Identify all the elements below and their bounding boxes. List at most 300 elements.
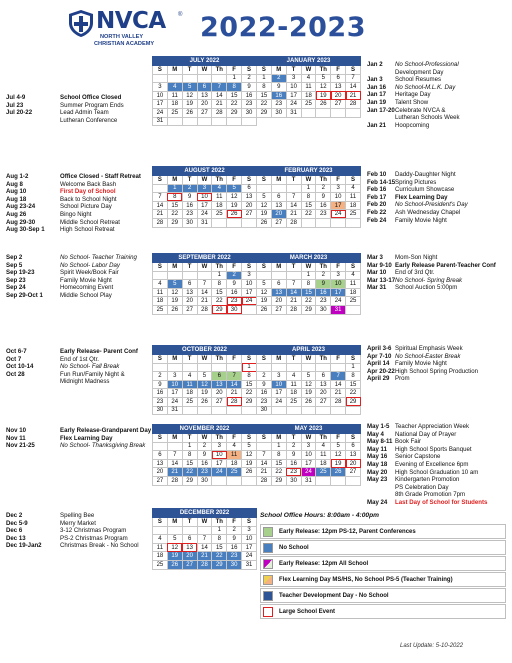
calendar-day: 30 [227, 305, 242, 314]
event-row [367, 99, 460, 107]
calendar-empty-cell [153, 184, 168, 193]
calendar-day: 30 [316, 305, 331, 314]
event-date: Dec 2 [6, 512, 23, 519]
calendar-day: 27 [242, 210, 257, 219]
calendar-day: 3 [212, 442, 227, 451]
calendar-day: 15 [301, 201, 316, 210]
calendar-day: 24 [331, 210, 346, 219]
calendar-day: 8 [301, 193, 316, 202]
calendar-day: 14 [167, 459, 182, 468]
weekday-label: S [242, 66, 257, 75]
month-header: AUGUST 2022 [153, 167, 257, 176]
calendar-day: 6 [316, 372, 331, 381]
calendar-day: 19 [331, 459, 346, 468]
calendar-day: 28 [286, 218, 301, 227]
calendar-day: 21 [331, 389, 346, 398]
calendar-day: 18 [167, 100, 182, 109]
weekday-label: S [242, 263, 257, 272]
calendar-day: 25 [346, 210, 361, 219]
calendar-day: 28 [212, 108, 227, 117]
calendar-day: 27 [271, 305, 286, 314]
calendar-day: 13 [331, 83, 346, 92]
event-text: Homecoming Event [60, 284, 114, 292]
calendar-day: 3 [242, 271, 257, 280]
event-row [367, 209, 468, 217]
calendar-empty-cell [316, 406, 331, 415]
calendar-day: 23 [286, 468, 301, 477]
event-text: End of 1st Qtr. [60, 355, 99, 363]
event-text: Merry Market [60, 519, 96, 527]
event-date: Feb 14-15 [367, 178, 396, 186]
weekday-label: T [286, 355, 301, 364]
calendar-day: 23 [153, 397, 168, 406]
calendar-empty-cell [182, 363, 197, 372]
calendar-empty-cell [212, 117, 227, 126]
school-logo [66, 6, 194, 52]
calendar-day: 13 [182, 543, 197, 552]
calendar-day: 23 [227, 297, 242, 306]
calendar-day: 24 [242, 552, 257, 561]
calendar-day: 3 [331, 184, 346, 193]
event-date: Oct 7 [6, 355, 22, 363]
calendar-day: 30 [286, 476, 301, 485]
calendar-empty-cell [331, 476, 346, 485]
calendar-day: 2 [316, 184, 331, 193]
calendar-empty-cell [153, 271, 168, 280]
page-title: 2022-2023 [200, 12, 366, 43]
event-text: Teacher Appreciation Week [395, 423, 470, 430]
calendar-day: 9 [286, 451, 301, 460]
calendar-empty-cell [286, 184, 301, 193]
weekday-label: Th [212, 434, 227, 443]
calendar-day: 3 [167, 372, 182, 381]
calendar-day: 15 [227, 91, 242, 100]
weekday-label: S [257, 176, 272, 185]
event-date: Sep 2 [6, 254, 23, 261]
calendar-day: 4 [153, 535, 168, 544]
weekday-label: S [346, 66, 361, 75]
event-row [367, 61, 460, 69]
weekday-label: F [227, 355, 242, 364]
weekday-label: F [331, 434, 346, 443]
calendar-day: 17 [242, 543, 257, 552]
event-row [367, 476, 487, 484]
calendar-day: 13 [182, 288, 197, 297]
calendar-day: 14 [227, 380, 242, 389]
event-date [367, 491, 395, 499]
weekday-label: T [286, 176, 301, 185]
calendar-day: 1 [182, 442, 197, 451]
calendar-day: 19 [197, 389, 212, 398]
calendar-day: 16 [153, 389, 168, 398]
calendar-empty-cell [316, 108, 331, 117]
event-text: National Day of Prayer [395, 430, 457, 438]
calendar-day: 1 [257, 74, 272, 83]
event-text: Talent Show [395, 98, 429, 106]
calendar-day: 25 [182, 397, 197, 406]
weekday-label: Th [316, 434, 331, 443]
calendar-empty-cell [167, 74, 182, 83]
calendar-day: 14 [286, 201, 301, 210]
calendar-day: 24 [212, 468, 227, 477]
calendar-day: 9 [257, 380, 272, 389]
event-text: Welcome Back Bash [60, 180, 117, 188]
weekday-label: T [182, 434, 197, 443]
calendar-day: 26 [167, 305, 182, 314]
event-row [367, 375, 478, 383]
calendar-day: 16 [286, 459, 301, 468]
calendar-day: 28 [286, 305, 301, 314]
event-date: May 16 [367, 453, 388, 461]
event-date: Jan 21 [367, 121, 386, 129]
calendar-day: 4 [182, 372, 197, 381]
event-text: Development Day [395, 68, 444, 76]
event-date: Sep 24 [6, 284, 26, 292]
event-date: Dec 6 [6, 527, 23, 535]
event-date: Mar 9-10 [367, 261, 392, 269]
calendar-day: 20 [182, 552, 197, 561]
weekday-label: T [182, 176, 197, 185]
calendar-day: 30 [257, 406, 272, 415]
event-row [367, 171, 468, 179]
event-text: No School-President's Day [395, 201, 468, 209]
calendar-empty-cell [316, 218, 331, 227]
calendar-day: 4 [227, 442, 242, 451]
calendar-day: 13 [153, 459, 168, 468]
calendar-day: 18 [182, 389, 197, 398]
event-text: Spring Pictures [395, 178, 437, 186]
calendar-empty-cell [331, 406, 346, 415]
calendar-day: 2 [286, 442, 301, 451]
calendar-day: 22 [227, 100, 242, 109]
calendar-september-2022 [152, 253, 257, 315]
calendar-day: 11 [346, 280, 361, 289]
event-date: Aug 18 [6, 195, 27, 203]
calendar-day: 19 [242, 459, 257, 468]
calendar-day: 11 [286, 380, 301, 389]
weekday-label: W [197, 66, 212, 75]
legend-label: No School [279, 544, 309, 551]
event-date: May 4 [367, 430, 384, 438]
event-row [367, 469, 487, 477]
calendar-day: 22 [167, 210, 182, 219]
calendar-day: 21 [257, 468, 272, 477]
event-row [6, 535, 139, 543]
calendar-day: 18 [212, 201, 227, 210]
weekday-label: S [257, 355, 272, 364]
event-text: PS-2 Christmas Program [60, 534, 128, 542]
calendar-day: 11 [227, 451, 242, 460]
calendar-day: 17 [212, 459, 227, 468]
calendar-empty-cell [271, 184, 286, 193]
calendar-day: 21 [286, 297, 301, 306]
calendar-day: 2 [227, 271, 242, 280]
calendar-day: 6 [271, 193, 286, 202]
calendar-empty-cell [346, 305, 361, 314]
calendar-empty-cell [316, 363, 331, 372]
weekday-label: S [242, 176, 257, 185]
weekday-label: S [242, 434, 257, 443]
calendar-day: 16 [182, 201, 197, 210]
event-row [367, 217, 468, 225]
calendar-day: 7 [153, 193, 168, 202]
calendar-empty-cell [167, 363, 182, 372]
legend-swatch [263, 559, 273, 569]
calendar-november-2022 [152, 424, 257, 486]
event-text: School Picture Day [60, 203, 112, 211]
weekday-label: Th [316, 263, 331, 272]
calendar-day: 17 [242, 288, 257, 297]
event-row [6, 512, 139, 520]
calendar-day: 28 [331, 397, 346, 406]
event-row [6, 356, 138, 364]
right-event-block [367, 61, 460, 129]
calendar-day: 27 [153, 476, 168, 485]
event-text: First Day of School [60, 188, 116, 196]
calendar-day: 15 [242, 380, 257, 389]
event-text: Family Movie Night [395, 216, 447, 224]
event-row [367, 423, 487, 431]
calendar-day: 12 [167, 288, 182, 297]
event-date: Feb 16 [367, 186, 387, 194]
month-header: DECEMBER 2022 [153, 509, 257, 518]
event-date: Jan 17-20 [367, 106, 395, 114]
calendar-empty-cell [197, 363, 212, 372]
legend-label: Teacher Development Day - No School [279, 592, 389, 599]
calendar-empty-cell [346, 108, 361, 117]
calendar-day: 14 [212, 91, 227, 100]
calendar-day: 9 [316, 193, 331, 202]
calendar-day: 17 [271, 389, 286, 398]
calendar-day: 22 [242, 389, 257, 398]
calendar-day: 23 [316, 297, 331, 306]
calendar-day: 27 [271, 218, 286, 227]
event-row [6, 527, 139, 535]
weekday-label: Th [316, 66, 331, 75]
calendar-day: 28 [257, 476, 272, 485]
event-row [367, 201, 468, 209]
event-date: Jul 20-22 [6, 109, 33, 117]
calendar-day: 9 [227, 535, 242, 544]
calendar-day: 17 [331, 288, 346, 297]
calendar-empty-cell [182, 406, 197, 415]
event-text: School Resumes [395, 76, 442, 84]
event-row [367, 453, 487, 461]
calendar-day: 9 [271, 83, 286, 92]
event-row [367, 484, 487, 492]
event-row [6, 427, 151, 435]
event-text: Kindergarten Promotion [395, 476, 460, 484]
calendar-day: 23 [227, 552, 242, 561]
legend-item [260, 524, 506, 539]
calendar-day: 17 [286, 91, 301, 100]
calendar-day: 19 [257, 210, 272, 219]
calendar-day: 24 [167, 397, 182, 406]
event-text: Book Fair [395, 438, 422, 446]
calendar-day: 7 [197, 280, 212, 289]
event-date: May 24 [367, 498, 388, 506]
calendar-empty-cell [316, 476, 331, 485]
calendar-day: 25 [167, 108, 182, 117]
calendar-empty-cell [212, 218, 227, 227]
calendar-day: 20 [212, 389, 227, 398]
calendar-day: 22 [212, 552, 227, 561]
calendar-empty-cell [153, 363, 168, 372]
event-text: Mom-Son Night [395, 254, 438, 261]
event-row [367, 284, 496, 292]
calendar-day: 16 [197, 459, 212, 468]
calendar-day: 29 [227, 108, 242, 117]
event-date: Jan 3 [367, 76, 383, 84]
calendar-day: 14 [286, 288, 301, 297]
event-row [367, 345, 478, 353]
calendar-day: 8 [227, 83, 242, 92]
weekday-label: F [227, 66, 242, 75]
event-date: Sep 5 [6, 261, 23, 269]
calendar-day: 12 [331, 451, 346, 460]
event-date: Apr 7-10 [367, 352, 392, 360]
calendar-day: 9 [242, 83, 257, 92]
weekday-label: S [346, 355, 361, 364]
weekday-label: S [257, 263, 272, 272]
calendar-day: 12 [167, 543, 182, 552]
event-date: Nov 11 [6, 434, 26, 442]
event-text: Middle School Play [60, 291, 112, 299]
calendar-day: 1 [167, 184, 182, 193]
calendar-day: 26 [227, 210, 242, 219]
event-row [6, 196, 141, 204]
event-date: Jan 16 [367, 83, 386, 91]
calendar-day: 8 [167, 193, 182, 202]
event-date: Feb 20 [367, 201, 387, 209]
calendar-day: 28 [197, 305, 212, 314]
event-row [6, 292, 137, 300]
logo-subtitle-line1: NORTH VALLEY [100, 34, 144, 40]
calendar-day: 26 [331, 468, 346, 477]
event-row [367, 438, 487, 446]
calendar-day: 29 [167, 218, 182, 227]
calendar-empty-cell [227, 476, 242, 485]
event-text: No School- Labor Day [60, 261, 120, 269]
weekday-label: F [227, 434, 242, 443]
calendar-empty-cell [242, 305, 257, 314]
calendar-day: 24 [153, 108, 168, 117]
calendar-day: 15 [182, 459, 197, 468]
weekday-label: M [167, 434, 182, 443]
calendar-empty-cell [153, 74, 168, 83]
calendar-day: 5 [227, 184, 242, 193]
calendar-day: 31 [286, 108, 301, 117]
calendar-day: 3 [331, 271, 346, 280]
month-header: NOVEMBER 2022 [153, 425, 257, 434]
event-row [367, 461, 487, 469]
calendar-day: 12 [182, 91, 197, 100]
event-row [367, 446, 487, 454]
logo-wordmark: NVCA [96, 8, 166, 34]
event-text: Flex Learning Day [60, 434, 113, 442]
calendar-day: 22 [346, 389, 361, 398]
calendar-empty-cell [271, 271, 286, 280]
calendar-day: 16 [271, 91, 286, 100]
calendar-day: 21 [286, 210, 301, 219]
calendar-day: 10 [167, 380, 182, 389]
calendar-empty-cell [167, 271, 182, 280]
event-text: Lutheran Schools Week [395, 114, 460, 122]
event-text: Early Release- Parent Conf [60, 348, 138, 355]
calendar-empty-cell [153, 442, 168, 451]
legend [260, 524, 506, 620]
event-text: High School Retreat [60, 226, 115, 234]
event-text: Midnight Madness [60, 378, 110, 386]
calendar-day: 2 [153, 372, 168, 381]
calendar-april-2023 [256, 345, 361, 415]
calendar-day: 19 [167, 297, 182, 306]
event-row [367, 368, 478, 376]
month-header: MAY 2023 [257, 425, 361, 434]
calendar-day: 3 [301, 442, 316, 451]
calendar-day: 20 [271, 297, 286, 306]
calendar-empty-cell [167, 442, 182, 451]
month-header: JULY 2022 [153, 57, 257, 66]
calendar-empty-cell [286, 363, 301, 372]
weekday-label: M [167, 518, 182, 527]
event-date: Aug 26 [6, 210, 27, 218]
weekday-label: S [153, 518, 168, 527]
calendar-day: 20 [331, 91, 346, 100]
calendar-day: 29 [242, 397, 257, 406]
weekday-label: W [197, 434, 212, 443]
calendar-day: 11 [316, 451, 331, 460]
event-row [6, 94, 124, 102]
month-header: MARCH 2023 [257, 254, 361, 263]
weekday-label: M [167, 355, 182, 364]
calendar-day: 7 [197, 535, 212, 544]
calendar-day: 21 [167, 468, 182, 477]
weekday-label: M [271, 66, 286, 75]
calendar-day: 29 [182, 476, 197, 485]
calendar-day: 7 [212, 83, 227, 92]
calendar-day: 30 [153, 406, 168, 415]
event-text: Fun Run/Family Night & [60, 370, 125, 378]
event-row [6, 284, 137, 292]
weekday-label: Th [212, 66, 227, 75]
calendar-day: 8 [212, 280, 227, 289]
calendar-day: 5 [197, 372, 212, 381]
event-row [6, 378, 138, 386]
calendar-day: 8 [257, 83, 272, 92]
calendar-day: 25 [212, 210, 227, 219]
calendar-day: 18 [346, 288, 361, 297]
event-row [6, 117, 124, 125]
calendar-day: 2 [242, 74, 257, 83]
calendar-empty-cell [301, 108, 316, 117]
calendar-day: 28 [197, 560, 212, 569]
calendar-day: 4 [316, 442, 331, 451]
calendar-day: 24 [331, 297, 346, 306]
weekday-label: F [227, 263, 242, 272]
weekday-label: T [286, 434, 301, 443]
calendar-day: 16 [316, 201, 331, 210]
event-date: Jul 4-9 [6, 94, 26, 101]
calendar-day: 23 [197, 468, 212, 477]
calendar-august-2022 [152, 166, 257, 228]
calendar-day: 7 [346, 74, 361, 83]
calendar-day: 18 [153, 552, 168, 561]
event-row [6, 520, 139, 528]
event-date: Jul 23 [6, 101, 24, 109]
event-date: May 11 [367, 445, 387, 453]
event-text: PS Celebration Day [395, 483, 449, 491]
